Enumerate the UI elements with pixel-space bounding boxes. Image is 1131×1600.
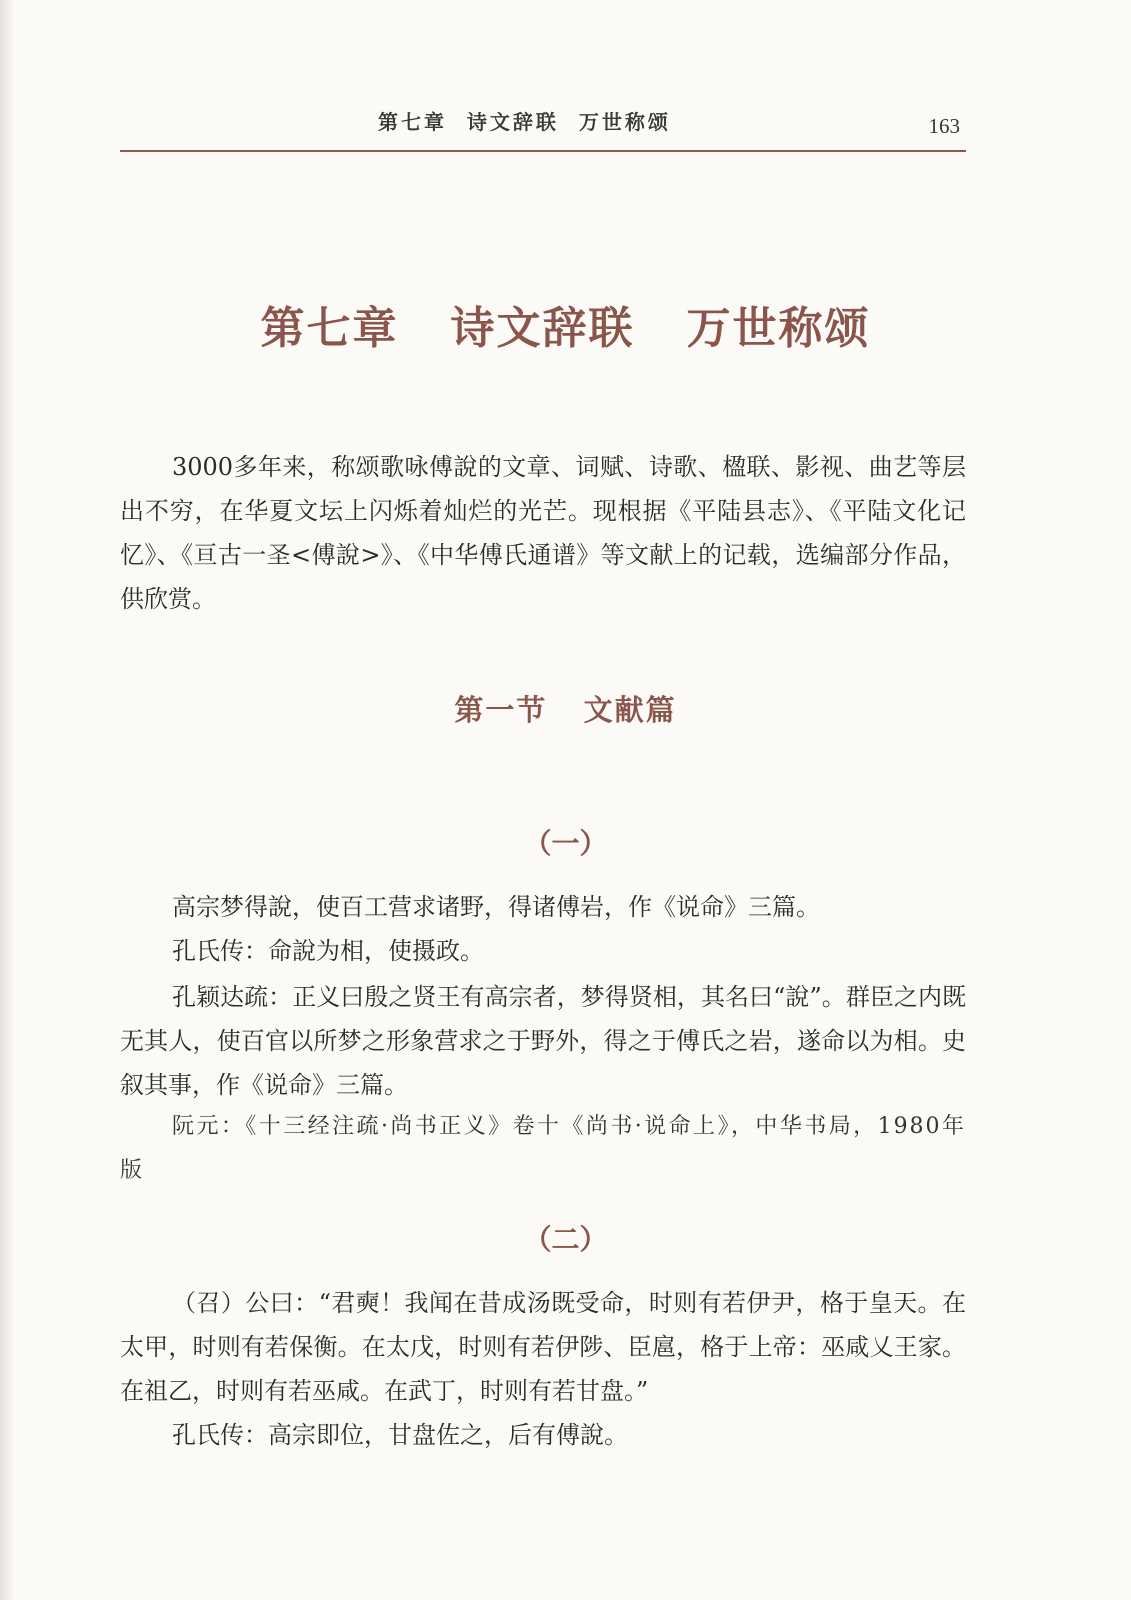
page-number: 163 bbox=[928, 114, 960, 138]
part-one-line-1: 高宗梦得說，使百工营求诸野，得诸傅岩，作《说命》三篇。 bbox=[172, 893, 820, 921]
section-title: 第一节 文献篇 bbox=[454, 693, 677, 727]
part-one-citation: 阮元：《十三经注疏·尚书正义》卷十《尚书·说命上》，中华书局，1980年版 bbox=[120, 1114, 966, 1183]
running-header bbox=[120, 104, 966, 144]
part-two-line-2: 孔氏传：高宗即位，甘盘佐之，后有傅說。 bbox=[172, 1421, 628, 1449]
page-edge-shadow bbox=[0, 0, 14, 1600]
running-title: 第七章 诗文辞联 万世称颂 bbox=[378, 110, 671, 134]
part-one-commentary: 孔颖达疏：正义曰殷之贤王有高宗者，梦得贤相，其名曰“說”。群臣之内既无其人，使百官以所梦之形象营求之于野外，得之于傅氏之岩，遂命以为相。史叙其事，作《说命》三篇。 bbox=[120, 983, 966, 1099]
chapter-title: 第七章 诗文辞联 万世称颂 bbox=[260, 303, 871, 354]
part-one-label: （一） bbox=[523, 827, 608, 860]
part-one-line-2: 孔氏传：命說为相，使摄政。 bbox=[172, 937, 484, 965]
part-two-label: （二） bbox=[523, 1223, 608, 1256]
part-two-quote: （召）公曰：“君奭！我闻在昔成汤既受命，时则有若伊尹，格于皇天。在太甲，时则有若保衡。在太戊，时则有若伊陟、臣扈，格于上帝：巫咸乂王家。在祖乙，时则有若巫咸。在武丁，时则有若甘盘。” bbox=[120, 1289, 966, 1405]
header-rule bbox=[120, 150, 966, 152]
intro-paragraph: 3000多年来，称颂歌咏傅說的文章、词赋、诗歌、楹联、影视、曲艺等层出不穷，在华夏文坛上闪烁着灿烂的光芒。现根据《平陆县志》、《平陆文化记忆》、《亘古一圣<傅說>》、《中华傅氏通谱》等文献上的记载，选编部分作品，供欣赏。 bbox=[120, 453, 966, 613]
